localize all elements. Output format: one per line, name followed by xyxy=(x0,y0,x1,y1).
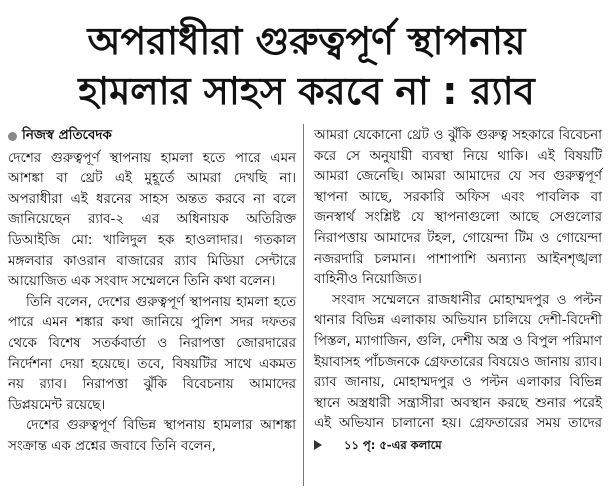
column-divider xyxy=(303,124,304,486)
paragraph: দেশের গুরুত্বপূর্ণ স্থাপনায় হামলা হতে পারে এমন আশঙ্কা বা থ্রেট এই মুহূর্তে আমরা দেখছি না। অপরাধীরা এই ধরনের সাহস অন্তত করবে না বলে জানিয়েছেন র‍্যাব-২ এর অধিনায়ক অতিরিক্ত ডিআইজি মো: খালিদুল হক হাওলাদার। গতকাল মঙ্গলবার কাওরান বাজারের র‍্যাব মিডিয়া সেন্টারে আয়োজিত এক সংবাদ সম্মেলনে তিনি কথা বলেন। xyxy=(8,150,296,290)
paragraph: আমরা যেকোনো থ্রেট ও ঝুঁকি গুরুত্ব সহকারে বিবেচনা করে সে অনুযায়ী ব্যবস্থা নিয়ে থাকি। এই বিষয়টি আমরা জেনেছি। আমরা আমাদের যে সব গুরুত্বপূর্ণ স্থাপনা আছে, সরকারি অফিস এবং পাবলিক বা জনস্বার্থ সংশ্লিষ্ট যে স্থাপনাগুলো আছে সেগুলোর নিরাপত্তায় আমাদের টহল, গোয়েন্দা টিম ও গোয়েন্দা নজরদারি চলমান। পাশাপাশি অন্যান্য আইনশৃঙ্খলা বাহিনীও নিয়োজিত। xyxy=(314,128,602,288)
continuation-text: ১১ পৃ: ৫-এর কলামে xyxy=(344,437,442,452)
bullet-icon xyxy=(8,132,17,141)
paragraph: তিনি বলেন, দেশের গুরুত্বপূর্ণ স্থাপনায় হামলা হতে পারে এমন শঙ্কার কথা জানিয়ে পুলিশ সদর দফতর থেকে বিশেষ সতর্কবার্তা ও নিরাপত্তা জোরদারের নির্দেশনা দেয়া হয়েছে। তবে, বিষয়টির সাথে একমত নয় র‍্যাব। নিরাপত্তা ঝুঁকি বিবেচনায় আমাদের ডিপ্লয়মেন্ট রয়েছে। xyxy=(8,294,296,413)
article-column-right xyxy=(314,126,602,458)
paragraph: দেশের গুরুত্বপূর্ণ বিভিন্ন স্থাপনায় হামলার আশঙ্কা সংক্রান্ত এক প্রশ্নের জবাবে তিনি বলেন, xyxy=(8,418,296,454)
headline-line-2: হামলার সাহস করবে না : র‍্যাব xyxy=(78,69,535,113)
continuation-note xyxy=(314,435,442,456)
byline-text: নিজস্ব প্রতিবেদক xyxy=(22,128,112,143)
paragraph-text: সংবাদ সম্মেলনে রাজধানীর মোহাম্মদপুর ও পল্টন থানার বিভিন্ন এলাকায় অভিযান চালিয়ে দেশী-বিদেশী পিস্তল, ম্যাগাজিন, গুলি, দেশীয় অস্ত্র ও বিপুল পরিমাণ ইয়াবাসহ পাঁচজনকে গ্রেফতারের বিষয়েও জানায় র‍্যাব। র‍্যাব জানায়, মোহাম্মদপুর ও পল্টন এলাকার বিভিন্ন স্থানে অস্ত্রধারী সন্ত্রাসীরা অবস্থান করছে শুনার পরেই এই অভিযান চালানো হয়। গ্রেফতারের সময় তাদের xyxy=(314,292,602,432)
headline-line-1: অপরাধীরা গুরুত্বপূর্ণ স্থাপনায় xyxy=(87,19,526,63)
arrow-right-icon xyxy=(314,440,322,450)
byline xyxy=(8,126,296,147)
article-column-left xyxy=(8,126,296,458)
paragraph xyxy=(314,291,602,458)
